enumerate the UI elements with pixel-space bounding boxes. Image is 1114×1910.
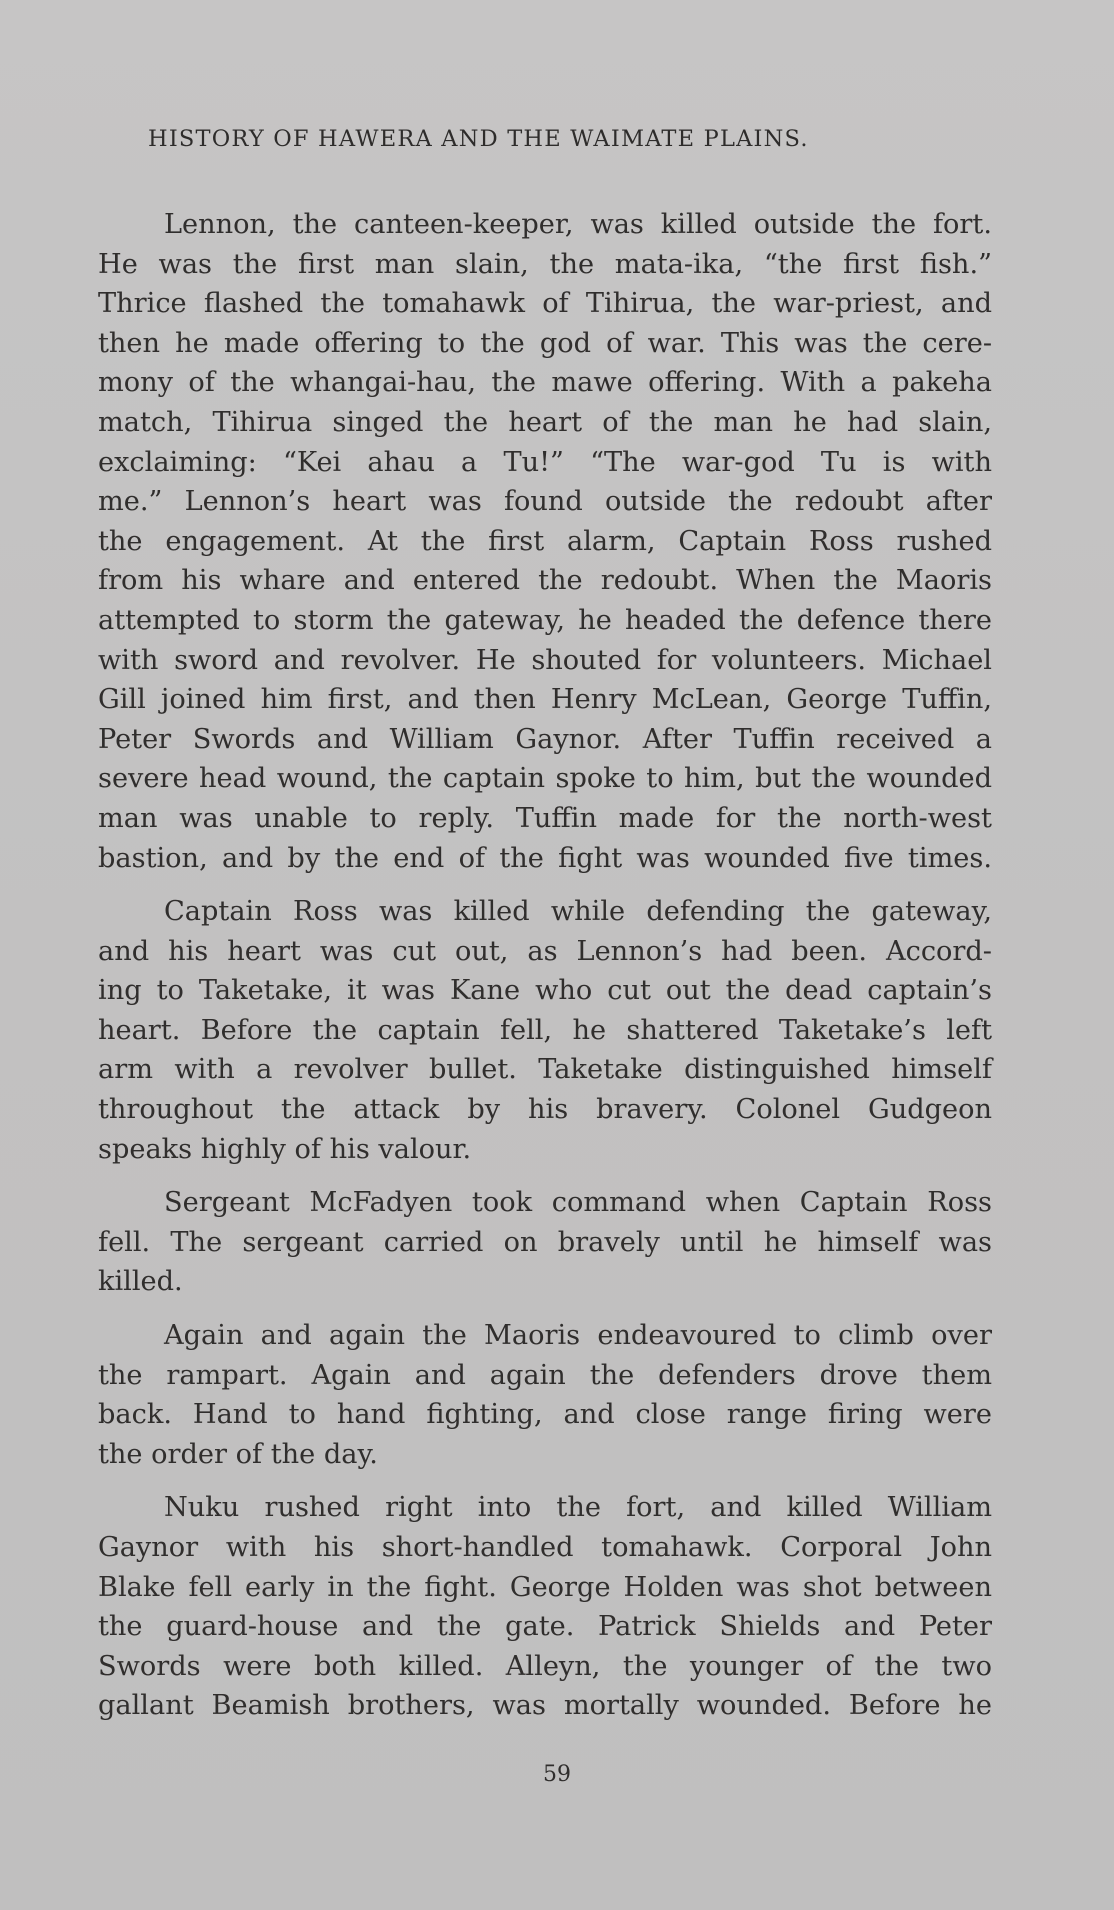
text-line: Peter Swords and William Gaynor. After Tuffin received a — [98, 723, 992, 755]
text-line: with sword and revolver. He shouted for volunteers. Michael — [98, 644, 992, 676]
paragraph — [98, 1316, 992, 1474]
text-line: then he made offering to the god of war. This was the cere- — [98, 327, 992, 359]
text-line: Gaynor with his short-handled tomahawk. Corporal John — [98, 1532, 992, 1563]
text-line: severe head wound, the captain spoke to him, but the wounded — [98, 763, 992, 795]
text-line: ing to Taketake, it was Kane who cut out the dead captain’s — [98, 975, 992, 1007]
text-line: killed. — [98, 1266, 183, 1298]
text-line: Lennon, the canteen-keeper, was killed outside the fort. — [164, 209, 992, 240]
text-line: Gill joined him first, and then Henry McLean, George Tuffin, — [98, 684, 992, 716]
text-line: Thrice flashed the tomahawk of Tihirua, the war-priest, and — [98, 288, 992, 320]
text-line: Blake fell early in the fight. George Holden was shot between — [98, 1571, 992, 1603]
text-line: arm with a revolver bullet. Taketake distinguished himself — [98, 1054, 992, 1086]
text-line: the guard-house and the gate. Patrick Shields and Peter — [98, 1611, 992, 1643]
text-line: Nuku rushed right into the fort, and killed William — [164, 1492, 992, 1524]
paragraph — [98, 892, 992, 1169]
text-line: the rampart. Again and again the defenders drove them — [98, 1359, 992, 1391]
text-line: back. Hand to hand fighting, and close range firing were — [98, 1399, 992, 1431]
text-line: from his whare and entered the redoubt. When the Maoris — [98, 565, 992, 597]
paragraph — [98, 1488, 992, 1726]
text-line: me.” Lennon’s heart was found outside the redoubt after — [98, 486, 992, 518]
text-line: the order of the day. — [98, 1438, 378, 1470]
text-line: He was the first man slain, the mata-ika, “the first fish.” — [98, 248, 992, 280]
body-text — [98, 205, 992, 1726]
text-line: fell. The sergeant carried on bravely until he himself was — [98, 1226, 992, 1258]
text-line: bastion, and by the end of the fight was wounded five times. — [98, 842, 992, 874]
text-line: gallant Beamish brothers, was mortally wounded. Before he — [98, 1690, 992, 1722]
text-line: exclaiming: “Kei ahau a Tu!” “The war-god Tu is with — [98, 446, 992, 478]
text-line: Swords were both killed. Alleyn, the younger of the two — [98, 1650, 992, 1682]
running-head: HISTORY OF HAWERA AND THE WAIMATE PLAINS. — [148, 126, 809, 152]
page-number: 59 — [543, 1762, 571, 1787]
text-line: heart. Before the captain fell, he shattered Taketake’s left — [98, 1014, 992, 1046]
text-line: speaks highly of his valour. — [98, 1133, 472, 1165]
text-line: attempted to storm the gateway, he headed the defence there — [98, 604, 992, 636]
paragraph — [98, 1183, 992, 1302]
text-line: Again and again the Maoris endeavoured to climb over — [164, 1320, 992, 1352]
text-line: throughout the attack by his bravery. Colonel Gudgeon — [98, 1094, 992, 1126]
text-line: and his heart was cut out, as Lennon’s had been. Accord- — [98, 935, 992, 967]
text-line: Captain Ross was killed while defending the gateway, — [164, 896, 992, 928]
text-line: Sergeant McFadyen took command when Captain Ross — [164, 1187, 992, 1219]
text-line: match, Tihirua singed the heart of the man he had slain, — [98, 406, 992, 438]
text-line: the engagement. At the first alarm, Captain Ross rushed — [98, 525, 992, 557]
text-line: man was unable to reply. Tuffin made for the north-west — [98, 802, 992, 834]
paragraph — [98, 205, 992, 878]
text-line: mony of the whangai-hau, the mawe offering. With a pakeha — [98, 367, 992, 399]
